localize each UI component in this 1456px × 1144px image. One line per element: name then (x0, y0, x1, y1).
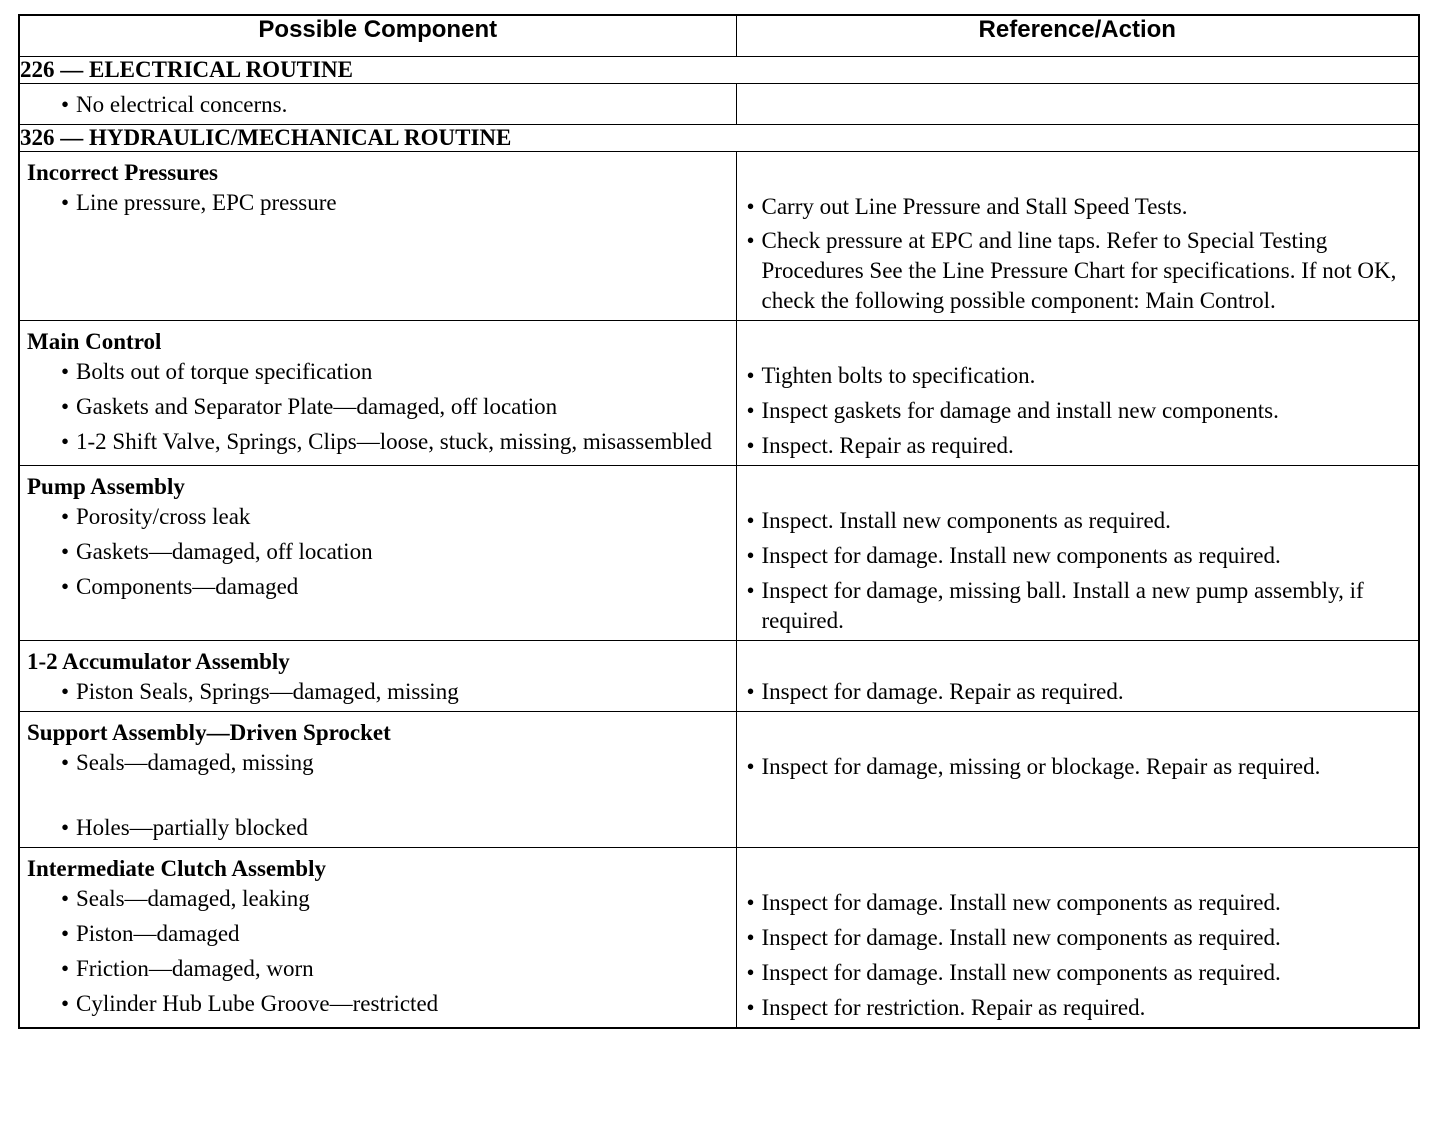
section-title: Support Assembly—Driven Sprocket (27, 720, 391, 745)
table-row (19, 848, 1419, 1029)
component-cell (19, 641, 736, 712)
list-item: • Gaskets and Separator Plate—damaged, off location (61, 394, 558, 419)
list-item: • 1-2 Shift Valve, Springs, Clips—loose, stuck, missing, misassembled (61, 429, 712, 454)
action-cell (736, 641, 1419, 712)
list-item: • Cylinder Hub Lube Groove—restricted (61, 991, 439, 1016)
section-title: Main Control (27, 329, 162, 354)
component-cell (19, 84, 736, 125)
list-item: • Porosity/cross leak (61, 504, 251, 529)
section-title: Pump Assembly (27, 474, 185, 499)
header-row (19, 15, 1419, 57)
header-possible-component: Possible Component (19, 15, 736, 57)
header-reference-action: Reference/Action (736, 15, 1419, 57)
list-item: • Seals—damaged, leaking (61, 886, 310, 911)
component-cell (19, 321, 736, 466)
list-item: • Inspect for damage. Install new components as required. (746, 543, 1281, 568)
list-item: • Inspect gaskets for damage and install new components. (746, 398, 1279, 423)
list-item: • Line pressure, EPC pressure (61, 190, 337, 215)
action-cell (736, 84, 1419, 125)
routine-title-hydraulic: 326 — HYDRAULIC/MECHANICAL ROUTINE (19, 125, 1419, 152)
component-cell (19, 712, 736, 848)
table-row (19, 641, 1419, 712)
list-item: • Components—damaged (61, 574, 299, 599)
list-item: • Piston—damaged (61, 921, 240, 946)
section-title: Incorrect Pressures (27, 160, 218, 185)
list-item: • Holes—partially blocked (61, 815, 308, 840)
routine-title-electrical: 226 — ELECTRICAL ROUTINE (19, 57, 1419, 84)
section-title: 1-2 Accumulator Assembly (27, 649, 290, 674)
table-row (19, 712, 1419, 848)
list-item: • Inspect for damage. Install new components as required. (746, 890, 1281, 915)
list-item: • Inspect for damage. Repair as required. (746, 679, 1124, 704)
list-item: • Gaskets—damaged, off location (61, 539, 373, 564)
table-row (19, 84, 1419, 125)
section-title: Intermediate Clutch Assembly (27, 856, 326, 881)
list-item: • Inspect for damage. Install new components as required. (746, 960, 1281, 985)
table-row (19, 466, 1419, 641)
list-item: • Inspect. Repair as required. (746, 433, 1014, 458)
component-cell (19, 152, 736, 321)
table-row (19, 321, 1419, 466)
list-item: • Seals—damaged, missing (61, 750, 314, 775)
list-item: • Friction—damaged, worn (61, 956, 314, 981)
diagnostic-table (18, 14, 1420, 1029)
action-cell (736, 321, 1419, 466)
component-cell (19, 848, 736, 1029)
component-cell (19, 466, 736, 641)
list-item: • Piston Seals, Springs—damaged, missing (61, 679, 459, 704)
action-cell (736, 712, 1419, 848)
list-item: • No electrical concerns. (61, 92, 288, 117)
action-cell (736, 152, 1419, 321)
action-cell (736, 466, 1419, 641)
list-item: • Bolts out of torque specification (61, 359, 373, 384)
list-item: • Carry out Line Pressure and Stall Speed Tests. (746, 194, 1188, 219)
list-item: • Inspect. Install new components as required. (746, 508, 1171, 533)
list-item: • Inspect for damage. Install new components as required. (746, 925, 1281, 950)
list-item: • Check pressure at EPC and line taps. Refer to Special Testing Procedures See the Line Pressure Chart for specifications. If not OK, check the following possible component: Main Control. (746, 228, 1397, 313)
table-row (19, 152, 1419, 321)
action-cell (736, 848, 1419, 1029)
routine-row-electrical (19, 57, 1419, 84)
routine-row-hydraulic (19, 125, 1419, 152)
list-item: • Tighten bolts to specification. (746, 363, 1036, 388)
list-item: • Inspect for damage, missing ball. Install a new pump assembly, if required. (746, 578, 1364, 633)
diagnostic-table-container (18, 14, 1418, 1029)
list-item: • Inspect for restriction. Repair as required. (746, 995, 1146, 1020)
list-item: • Inspect for damage, missing or blockage. Repair as required. (746, 754, 1321, 779)
